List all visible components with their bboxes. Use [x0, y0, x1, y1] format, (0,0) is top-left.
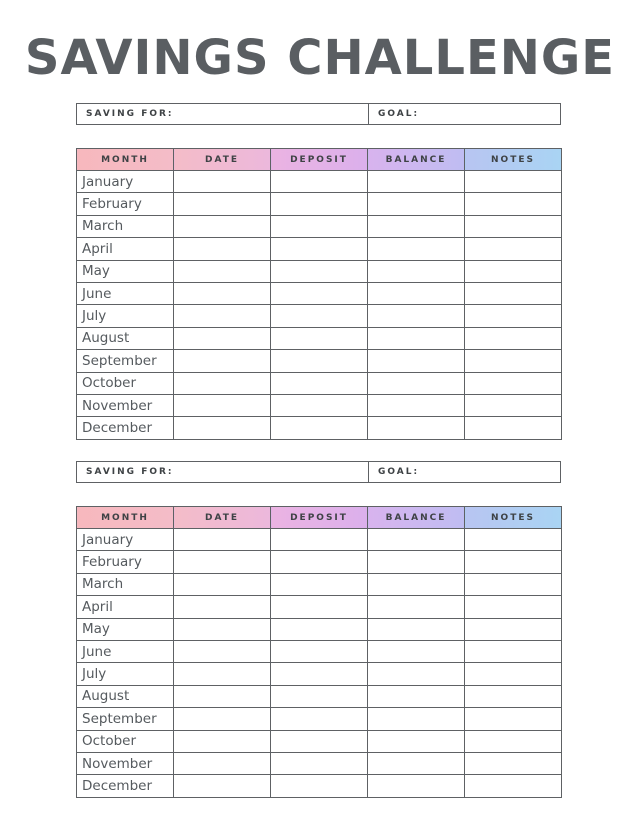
- deposit-cell[interactable]: [271, 663, 368, 685]
- deposit-cell[interactable]: [271, 708, 368, 730]
- table-row: [77, 663, 562, 685]
- notes-cell[interactable]: [465, 663, 562, 685]
- notes-cell[interactable]: [465, 596, 562, 618]
- savings-table: [76, 148, 562, 440]
- date-cell[interactable]: [174, 372, 271, 394]
- deposit-cell[interactable]: [271, 573, 368, 595]
- month-cell: August: [77, 327, 174, 349]
- notes-cell[interactable]: [465, 417, 562, 439]
- date-cell[interactable]: [174, 238, 271, 260]
- date-cell[interactable]: [174, 775, 271, 797]
- date-cell[interactable]: [174, 529, 271, 551]
- balance-cell[interactable]: [368, 215, 465, 237]
- table-row: [77, 596, 562, 618]
- notes-cell[interactable]: [465, 708, 562, 730]
- month-cell: February: [77, 551, 174, 573]
- saving-for-label: SAVING FOR:: [86, 109, 174, 119]
- month-cell: July: [77, 663, 174, 685]
- date-cell[interactable]: [174, 327, 271, 349]
- notes-cell[interactable]: [465, 282, 562, 304]
- deposit-cell[interactable]: [271, 260, 368, 282]
- deposit-cell[interactable]: [271, 327, 368, 349]
- deposit-cell[interactable]: [271, 596, 368, 618]
- table-row: [77, 752, 562, 774]
- deposit-cell[interactable]: [271, 551, 368, 573]
- notes-cell[interactable]: [465, 215, 562, 237]
- balance-cell[interactable]: [368, 282, 465, 304]
- saving-for-field[interactable]: [77, 104, 369, 124]
- month-cell: April: [77, 238, 174, 260]
- table-header-row: [77, 507, 562, 529]
- column-header-notes: NOTES: [465, 507, 562, 529]
- notes-cell[interactable]: [465, 372, 562, 394]
- date-cell[interactable]: [174, 618, 271, 640]
- notes-cell[interactable]: [465, 640, 562, 662]
- deposit-cell[interactable]: [271, 215, 368, 237]
- date-cell[interactable]: [174, 193, 271, 215]
- balance-cell[interactable]: [368, 327, 465, 349]
- balance-cell[interactable]: [368, 260, 465, 282]
- balance-cell[interactable]: [368, 618, 465, 640]
- balance-cell[interactable]: [368, 372, 465, 394]
- table-row: [77, 215, 562, 237]
- deposit-cell[interactable]: [271, 305, 368, 327]
- date-cell[interactable]: [174, 685, 271, 707]
- month-cell: January: [77, 529, 174, 551]
- table-row: [77, 193, 562, 215]
- table-row: [77, 618, 562, 640]
- deposit-cell[interactable]: [271, 775, 368, 797]
- balance-cell[interactable]: [368, 238, 465, 260]
- notes-cell[interactable]: [465, 350, 562, 372]
- savings-table: [76, 506, 562, 798]
- date-cell[interactable]: [174, 260, 271, 282]
- notes-cell[interactable]: [465, 573, 562, 595]
- date-cell[interactable]: [174, 640, 271, 662]
- notes-cell[interactable]: [465, 752, 562, 774]
- deposit-cell[interactable]: [271, 618, 368, 640]
- date-cell[interactable]: [174, 282, 271, 304]
- date-cell[interactable]: [174, 663, 271, 685]
- balance-cell[interactable]: [368, 775, 465, 797]
- date-cell[interactable]: [174, 215, 271, 237]
- table-row: [77, 417, 562, 439]
- page-title: SAVINGS CHALLENGE: [24, 30, 616, 86]
- column-header-date: DATE: [174, 149, 271, 171]
- date-cell[interactable]: [174, 350, 271, 372]
- month-cell: March: [77, 573, 174, 595]
- notes-cell[interactable]: [465, 618, 562, 640]
- date-cell[interactable]: [174, 551, 271, 573]
- deposit-cell[interactable]: [271, 730, 368, 752]
- goal-field[interactable]: [369, 462, 560, 482]
- month-cell: January: [77, 171, 174, 193]
- column-header-deposit: DEPOSIT: [271, 149, 368, 171]
- deposit-cell[interactable]: [271, 238, 368, 260]
- table-row: [77, 551, 562, 573]
- column-header-month: MONTH: [77, 507, 174, 529]
- deposit-cell[interactable]: [271, 417, 368, 439]
- table-row: [77, 775, 562, 797]
- notes-cell[interactable]: [465, 193, 562, 215]
- table-row: [77, 305, 562, 327]
- table-row: [77, 640, 562, 662]
- deposit-cell[interactable]: [271, 350, 368, 372]
- column-header-notes: NOTES: [465, 149, 562, 171]
- date-cell[interactable]: [174, 730, 271, 752]
- balance-cell[interactable]: [368, 394, 465, 416]
- goal-label: GOAL:: [378, 109, 420, 119]
- column-header-balance: BALANCE: [368, 149, 465, 171]
- date-cell[interactable]: [174, 171, 271, 193]
- month-cell: April: [77, 596, 174, 618]
- balance-cell[interactable]: [368, 529, 465, 551]
- balance-cell[interactable]: [368, 640, 465, 662]
- notes-cell[interactable]: [465, 551, 562, 573]
- notes-cell[interactable]: [465, 260, 562, 282]
- saving-for-bar: [76, 103, 561, 125]
- balance-cell[interactable]: [368, 305, 465, 327]
- deposit-cell[interactable]: [271, 394, 368, 416]
- month-cell: December: [77, 775, 174, 797]
- balance-cell[interactable]: [368, 596, 465, 618]
- table-row: [77, 282, 562, 304]
- table-row: [77, 350, 562, 372]
- month-cell: March: [77, 215, 174, 237]
- table-header-row: [77, 149, 562, 171]
- saving-for-field[interactable]: [77, 462, 369, 482]
- month-cell: February: [77, 193, 174, 215]
- month-cell: December: [77, 417, 174, 439]
- month-cell: November: [77, 394, 174, 416]
- table-row: [77, 708, 562, 730]
- notes-cell[interactable]: [465, 394, 562, 416]
- balance-cell[interactable]: [368, 685, 465, 707]
- balance-cell[interactable]: [368, 171, 465, 193]
- month-cell: May: [77, 260, 174, 282]
- notes-cell[interactable]: [465, 327, 562, 349]
- table-row: [77, 171, 562, 193]
- date-cell[interactable]: [174, 417, 271, 439]
- table-row: [77, 372, 562, 394]
- balance-cell[interactable]: [368, 730, 465, 752]
- deposit-cell[interactable]: [271, 282, 368, 304]
- notes-cell[interactable]: [465, 171, 562, 193]
- month-cell: October: [77, 730, 174, 752]
- month-cell: October: [77, 372, 174, 394]
- date-cell[interactable]: [174, 752, 271, 774]
- column-header-balance: BALANCE: [368, 507, 465, 529]
- month-cell: May: [77, 618, 174, 640]
- notes-cell[interactable]: [465, 775, 562, 797]
- goal-label: GOAL:: [378, 467, 420, 477]
- date-cell[interactable]: [174, 708, 271, 730]
- deposit-cell[interactable]: [271, 193, 368, 215]
- notes-cell[interactable]: [465, 305, 562, 327]
- balance-cell[interactable]: [368, 752, 465, 774]
- balance-cell[interactable]: [368, 193, 465, 215]
- goal-field[interactable]: [369, 104, 560, 124]
- notes-cell[interactable]: [465, 529, 562, 551]
- column-header-date: DATE: [174, 507, 271, 529]
- month-cell: September: [77, 708, 174, 730]
- table-row: [77, 260, 562, 282]
- deposit-cell[interactable]: [271, 685, 368, 707]
- table-row: [77, 238, 562, 260]
- month-cell: July: [77, 305, 174, 327]
- notes-cell[interactable]: [465, 730, 562, 752]
- table-row: [77, 573, 562, 595]
- balance-cell[interactable]: [368, 573, 465, 595]
- notes-cell[interactable]: [465, 238, 562, 260]
- column-header-deposit: DEPOSIT: [271, 507, 368, 529]
- table-row: [77, 327, 562, 349]
- deposit-cell[interactable]: [271, 752, 368, 774]
- month-cell: June: [77, 282, 174, 304]
- month-cell: November: [77, 752, 174, 774]
- date-cell[interactable]: [174, 305, 271, 327]
- balance-cell[interactable]: [368, 663, 465, 685]
- table-row: [77, 730, 562, 752]
- date-cell[interactable]: [174, 394, 271, 416]
- date-cell[interactable]: [174, 596, 271, 618]
- saving-for-bar: [76, 461, 561, 483]
- balance-cell[interactable]: [368, 708, 465, 730]
- month-cell: June: [77, 640, 174, 662]
- deposit-cell[interactable]: [271, 529, 368, 551]
- column-header-month: MONTH: [77, 149, 174, 171]
- table-row: [77, 685, 562, 707]
- table-row: [77, 529, 562, 551]
- deposit-cell[interactable]: [271, 372, 368, 394]
- month-cell: August: [77, 685, 174, 707]
- balance-cell[interactable]: [368, 551, 465, 573]
- deposit-cell[interactable]: [271, 640, 368, 662]
- table-row: [77, 394, 562, 416]
- notes-cell[interactable]: [465, 685, 562, 707]
- balance-cell[interactable]: [368, 417, 465, 439]
- month-cell: September: [77, 350, 174, 372]
- deposit-cell[interactable]: [271, 171, 368, 193]
- saving-for-label: SAVING FOR:: [86, 467, 174, 477]
- balance-cell[interactable]: [368, 350, 465, 372]
- date-cell[interactable]: [174, 573, 271, 595]
